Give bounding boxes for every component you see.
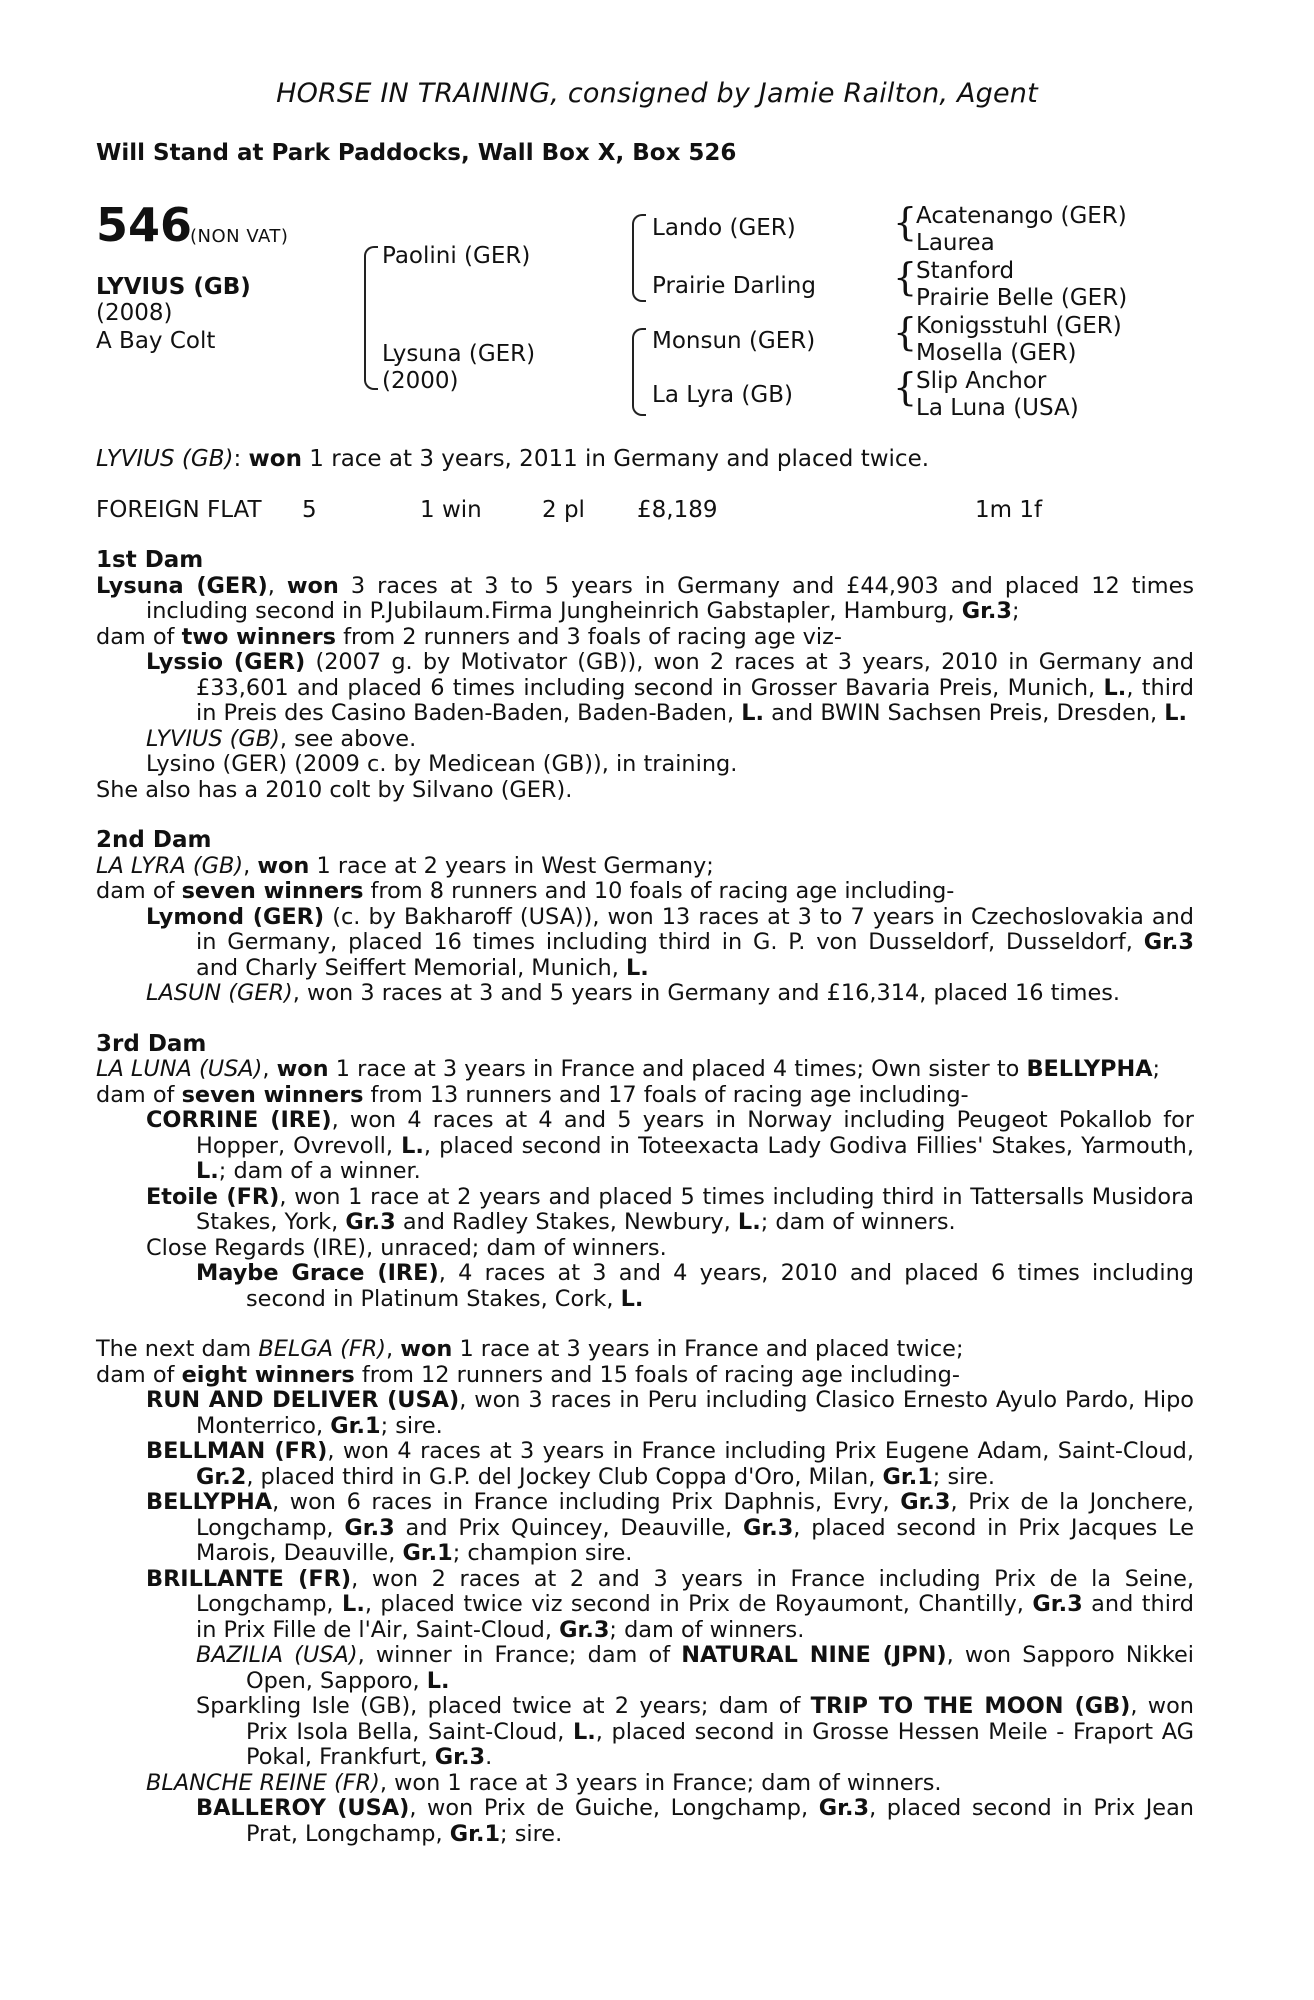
grade: Gr.3 — [344, 1514, 395, 1541]
text: and Radley Stakes, Newbury, — [402, 1209, 731, 1235]
grade: L. — [741, 700, 765, 726]
text: , placed second in Grosse Hessen Meile - Fraport AG Pokal, Frankfurt, — [246, 1718, 1194, 1770]
record-placed: 2 pl — [542, 497, 585, 523]
produce-note: She also has a 2010 colt by Silvano (GER). — [96, 776, 573, 803]
catalogue-header: HORSE IN TRAINING, consigned by Jamie Railton, Agent — [276, 78, 1038, 109]
text: and third in Prix Fille de l'Air, Saint-Cloud, — [196, 1591, 1194, 1643]
grade: Gr.1 — [882, 1463, 933, 1490]
grade: Gr.3 — [818, 1795, 870, 1821]
pedigree-dam: Lysuna (GER) — [382, 341, 536, 367]
text: dam of — [96, 1081, 175, 1108]
text: , won 3 races at 3 and 5 years in Germany and £16,314, placed 16 times. — [292, 980, 1121, 1006]
brace-g3-2: { — [893, 255, 918, 299]
horse-name: LYVIUS (GB) — [96, 274, 251, 300]
horse: NATURAL NINE (JPN) — [681, 1642, 947, 1668]
produce-lysino: Lysino (GER) (2009 c. by Medicean (GB)), in training. — [146, 751, 738, 777]
text: from 12 runners and 15 foals of racing age including- — [361, 1361, 960, 1388]
text: from 13 runners and 17 foals of racing age including- — [370, 1081, 969, 1108]
pedigree-dam-sire: Monsun (GER) — [652, 328, 816, 354]
record-type: FOREIGN FLAT — [96, 497, 262, 523]
grade: Gr.3 — [742, 1514, 794, 1541]
text: ; sire. — [932, 1463, 995, 1490]
grade: L. — [342, 1591, 365, 1617]
text: , won Prix de Guiche, Longchamp, — [409, 1795, 809, 1821]
second-dam-produce — [96, 879, 1194, 905]
text: and Prix Quincey, Deauville, — [405, 1514, 733, 1541]
produce-close-regards: Close Regards (IRE), unraced; dam of winners. — [146, 1234, 667, 1261]
produce-bellman — [96, 1439, 1194, 1490]
won: won — [257, 852, 310, 879]
summary-text: 1 race at 3 years, 2011 in Germany and placed twice. — [309, 446, 930, 472]
first-dam-won: won — [286, 572, 339, 599]
produce-brillante — [96, 1567, 1194, 1644]
text: The next dam — [96, 1336, 252, 1362]
produce-lymond — [96, 905, 1194, 982]
dam-name: LA LUNA (USA) — [96, 1056, 263, 1082]
first-dam-heading: 1st Dam — [96, 547, 204, 573]
stand-location: Will Stand at Park Paddocks, Wall Box X, Box 526 — [96, 140, 737, 166]
pedigree-dds: Slip Anchor — [916, 368, 1047, 394]
horse: Lymond (GER) — [146, 903, 325, 930]
horse: Lyssio (GER) — [146, 649, 306, 675]
text: , won 4 races at 4 and 5 years in Norway including Peugeot Pokallob for Hopper, Ovrevoll, — [196, 1107, 1194, 1159]
record-earnings: £8,189 — [637, 497, 718, 523]
text: , won 3 races in Peru including Clasico Ernesto Ayulo Pardo, Hipo Monterrico, — [196, 1387, 1194, 1439]
horse: BELLMAN (FR) — [146, 1438, 328, 1464]
text: , — [386, 1336, 394, 1362]
grade: L. — [573, 1718, 596, 1745]
text: dam of — [96, 623, 175, 650]
text: ; — [1012, 598, 1020, 624]
horse: BALLEROY (USA) — [196, 1795, 410, 1821]
text: ; dam of winners. — [609, 1616, 805, 1643]
text: , — [262, 1056, 270, 1082]
grade: L. — [426, 1667, 450, 1694]
winners-count: two winners — [181, 623, 336, 650]
text: ; champion sire. — [452, 1540, 633, 1566]
pedigree-sire: Paolini (GER) — [382, 243, 531, 269]
vat-status: (NON VAT) — [190, 226, 289, 247]
record-runs: 5 — [302, 497, 317, 523]
grade: Gr.2 — [196, 1463, 247, 1490]
text: 3 races at 3 to 5 years in Germany and £44,903 and placed 12 times including second in P.Jubilaum.Firma Jungheinrich Gabstapler, Hamburg, — [146, 572, 1195, 624]
text: 1 race at 3 years in France and placed 4 times; Own sister to — [335, 1056, 1020, 1082]
race-summary: LYVIUS (GB): won 1 race at 3 years, 2011 in Germany and placed twice. — [96, 446, 930, 472]
text: , won Sapporo Nikkei Open, Sapporo, — [246, 1642, 1194, 1694]
produce-run-and-deliver — [96, 1388, 1194, 1439]
text: , won 4 races at 3 years in France including Prix Eugene Adam, Saint-Cloud, — [327, 1438, 1194, 1464]
horse: BAZILIA (USA) — [196, 1642, 358, 1668]
horse: BLANCHE REINE (FR) — [146, 1769, 380, 1796]
text: , won 1 race at 2 years and placed 5 times including third in Tattersalls Musidora Stakes, York, — [196, 1183, 1194, 1235]
produce-maybe-grace — [96, 1261, 1194, 1312]
third-dam-entry — [96, 1057, 1194, 1083]
produce-etoile — [96, 1185, 1194, 1236]
first-dam-name: Lysuna (GER) — [96, 572, 268, 599]
text: Sparkling Isle (GB), placed twice at 2 years; dam of — [196, 1693, 801, 1719]
grade: L. — [1164, 700, 1188, 726]
grade: Gr.1 — [402, 1540, 453, 1566]
produce-lyssio — [96, 650, 1194, 727]
text: (c. by Bakharoff (USA)), won 13 races at 3 to 7 years in Czechoslovakia and in Germany, placed 16 times including third in G. P. von Dusseldorf, Dusseldorf, — [196, 903, 1194, 955]
text: . — [485, 1744, 493, 1770]
horse: TRIP TO THE MOON (GB) — [810, 1693, 1131, 1719]
produce-sparkling-isle — [96, 1694, 1194, 1771]
text: ; dam of winners. — [760, 1209, 956, 1235]
summary-horse: LYVIUS (GB) — [96, 446, 234, 472]
text: 1 race at 2 years in West Germany; — [316, 852, 714, 879]
lot-number: 546 — [96, 198, 193, 252]
grade: L. — [625, 954, 649, 981]
next-dam-entry — [96, 1337, 1194, 1363]
produce-corrine — [96, 1108, 1194, 1185]
foaling-year: (2008) — [96, 300, 173, 326]
produce-bellypha — [96, 1490, 1194, 1567]
brace-sire-parents — [632, 214, 646, 302]
text: (2007 g. by Motivator (GB)), won 2 races at 3 years, 2010 in Germany and £33,601 and placed 6 times including second in Grosser Bavaria Preis, Munich, — [196, 649, 1194, 701]
text: , placed second in Toteexacta Lady Godiva Fillies' Stakes, Yarmouth, — [423, 1132, 1194, 1159]
pedigree-ddd: La Luna (USA) — [916, 395, 1079, 421]
won: won — [400, 1336, 453, 1362]
text: , Prix de la Jonchere, Longchamp, — [196, 1489, 1194, 1541]
text: , 4 races at 3 and 4 years, 2010 and placed 6 times including second in Platinum Stakes, Cork, — [246, 1260, 1194, 1312]
pedigree-sire-sire: Lando (GER) — [652, 215, 796, 241]
horse-description: A Bay Colt — [96, 328, 216, 354]
second-dam-entry — [96, 854, 1194, 880]
pedigree-sdd: Prairie Belle (GER) — [916, 285, 1128, 311]
dam-name: LA LYRA (GB) — [96, 852, 244, 879]
pedigree-sss: Acatenango (GER) — [916, 203, 1127, 229]
text: , won Prix Isola Bella, Saint-Cloud, — [246, 1693, 1194, 1745]
pedigree-sire-dam: Prairie Darling — [652, 273, 816, 299]
text: , third in Preis des Casino Baden-Baden, Baden-Baden, — [196, 674, 1194, 726]
text: , placed third in G.P. del Jockey Club Coppa d'Oro, Milan, — [246, 1463, 876, 1490]
produce-blanche-reine — [96, 1771, 1194, 1797]
horse: Etoile (FR) — [146, 1183, 280, 1210]
third-dam-heading: 3rd Dam — [96, 1030, 207, 1057]
brace-parents — [364, 246, 378, 390]
pedigree-dam-year: (2000) — [382, 368, 459, 394]
text: , winner in France; dam of — [357, 1642, 671, 1668]
text: , — [243, 852, 251, 879]
brace-g3-1: { — [893, 200, 918, 244]
horse: CORRINE (IRE) — [146, 1107, 332, 1133]
grade: Gr.3 — [559, 1616, 610, 1643]
summary-won: won — [248, 446, 302, 472]
produce-balleroy — [96, 1796, 1194, 1847]
record-distance: 1m 1f — [975, 497, 1043, 523]
horse: LASUN (GER) — [146, 980, 293, 1006]
first-dam-produce — [96, 625, 1194, 651]
horse: LYVIUS (GB) — [146, 725, 280, 752]
grade: Gr.3 — [900, 1489, 951, 1515]
grade: L. — [196, 1158, 219, 1184]
text: dam of — [96, 1361, 175, 1388]
text: , placed twice viz second in Prix de Royaumont, Chantilly, — [364, 1591, 1024, 1617]
winners-count: seven winners — [181, 878, 364, 904]
grade: L. — [401, 1132, 424, 1159]
horse: BELLYPHA — [1026, 1056, 1153, 1082]
grade: Gr.3 — [1143, 929, 1194, 955]
grade: Gr.1 — [330, 1412, 381, 1439]
text: , won 6 races in France including Prix Daphnis, Evry, — [272, 1489, 890, 1515]
text: and Charly Seiffert Memorial, Munich, — [196, 954, 619, 981]
produce-lyvius — [96, 727, 1194, 753]
brace-g3-3: { — [893, 310, 918, 354]
grade: Gr.3 — [434, 1744, 486, 1770]
pedigree-sds: Stanford — [916, 258, 1015, 284]
text: from 8 runners and 10 foals of racing age including- — [370, 878, 955, 904]
text: , placed second in Prix Jacques Le Marois, Deauville, — [196, 1514, 1194, 1566]
text: ; — [1152, 1056, 1161, 1082]
dam-lines — [96, 548, 1194, 1847]
horse: BRILLANTE (FR) — [146, 1565, 352, 1592]
produce-bazilia — [96, 1643, 1194, 1694]
text: ; sire. — [380, 1412, 443, 1439]
text: ; sire. — [500, 1820, 563, 1847]
text: 1 race at 3 years in France and placed twice; — [459, 1336, 964, 1362]
produce-lasun — [96, 981, 1194, 1007]
brace-g3-4: { — [893, 365, 918, 409]
won: won — [276, 1056, 329, 1082]
text: from 2 runners and 3 foals of racing age viz- — [343, 623, 842, 650]
third-dam-produce — [96, 1083, 1194, 1109]
horse: BELLYPHA — [146, 1489, 273, 1515]
second-dam-heading: 2nd Dam — [96, 827, 212, 853]
winners-count: seven winners — [181, 1081, 364, 1108]
pedigree-ssd: Laurea — [916, 230, 995, 256]
grade: L. — [1103, 674, 1127, 701]
text: ; dam of a winner. — [218, 1158, 421, 1184]
horse: RUN AND DELIVER (USA) — [146, 1387, 460, 1413]
horse: Maybe Grace (IRE) — [196, 1260, 439, 1286]
text: and BWIN Sachsen Preis, Dresden, — [771, 700, 1158, 726]
grade: L. — [620, 1285, 644, 1312]
record-wins: 1 win — [420, 497, 482, 523]
grade: L. — [737, 1209, 761, 1235]
grade: Gr.1 — [449, 1820, 501, 1847]
text: , placed second in Prix Jean Prat, Longchamp, — [246, 1795, 1194, 1847]
pedigree-dss: Konigsstuhl (GER) — [916, 313, 1122, 339]
text: , won 2 races at 2 and 3 years in France including Prix de la Seine, Longchamp, — [196, 1565, 1194, 1617]
grade: Gr.3 — [1032, 1591, 1083, 1617]
text: , won 1 race at 3 years in France; dam of winners. — [379, 1769, 942, 1796]
grade: Gr.3 — [961, 598, 1013, 624]
grade: Gr.3 — [345, 1209, 396, 1235]
dam-name: BELGA (FR) — [258, 1336, 387, 1362]
text: dam of — [96, 878, 175, 904]
pedigree-dsd: Mosella (GER) — [916, 340, 1077, 366]
brace-dam-parents — [632, 328, 646, 416]
next-dam-produce — [96, 1363, 1194, 1389]
first-dam-entry: Lysuna (GER), won 3 races at 3 to 5 years in Germany and £44,903 and placed 12 times including second in P.Jubilaum.Firma Jungheinrich Gabstapler, Hamburg, Gr.3; — [96, 572, 1195, 624]
winners-count: eight winners — [181, 1361, 355, 1388]
text: , see above. — [279, 725, 417, 752]
pedigree-dam-dam: La Lyra (GB) — [652, 382, 793, 408]
